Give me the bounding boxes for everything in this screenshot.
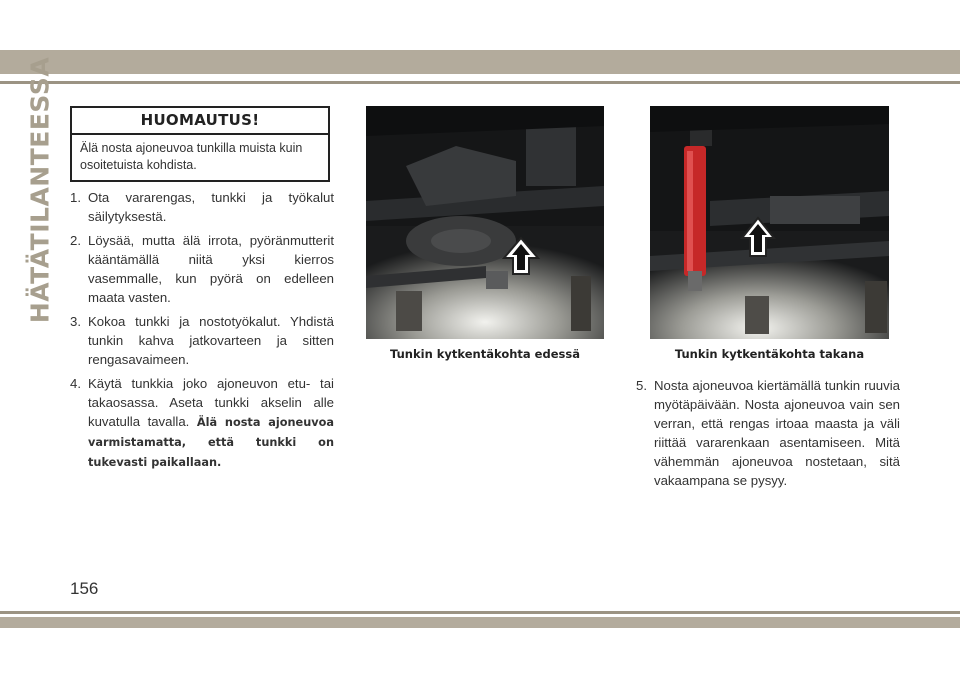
step-number: 5. xyxy=(636,378,647,393)
step-number: 2. xyxy=(70,233,81,248)
step-text: Ota vararengas, tunkki ja työkalut säilytyksestä. xyxy=(88,190,334,224)
step-text: Kokoa tunkki ja nostotyökalut. Yhdistä tunkin kahva jatkovarteen ja sitten rengasavaimeen. xyxy=(88,314,334,367)
step-item xyxy=(70,374,334,472)
section-title: HÄTÄTILANTEESSA xyxy=(25,56,55,324)
front-photo-caption: Tunkin kytkentäkohta edessä xyxy=(390,347,580,361)
step-item xyxy=(70,231,334,307)
note-box xyxy=(70,106,330,182)
front-jack-point-photo xyxy=(366,106,604,339)
page-number: 156 xyxy=(70,579,99,598)
rear-undercarriage-image xyxy=(650,106,889,339)
steps-list xyxy=(70,188,334,477)
step-number: 4. xyxy=(70,376,81,391)
footer-band xyxy=(0,617,960,628)
rear-photo-caption: Tunkin kytkentäkohta takana xyxy=(674,347,865,361)
step-number: 1. xyxy=(70,190,81,205)
step-item xyxy=(70,188,334,226)
front-undercarriage-image xyxy=(366,106,604,339)
note-title: HUOMAUTUS! xyxy=(72,108,328,135)
rear-jack-point-photo xyxy=(650,106,889,339)
header-band xyxy=(0,50,960,74)
footer-rule xyxy=(0,611,960,614)
step-warning-text: Älä nosta ajoneuvoa varmistamatta, että tunkki on tukevasti paikallaan. xyxy=(88,416,334,469)
section-side-tab xyxy=(25,56,55,324)
step-text-block xyxy=(88,374,334,472)
step-text: Löysää, mutta älä irrota, pyöränmutterit kääntämällä niitä yksi kierros vasemmalle, kun pyörä on edelleen maata vasten. xyxy=(88,233,334,305)
step-number: 3. xyxy=(70,314,81,329)
header-rule xyxy=(0,81,960,84)
step-item xyxy=(636,376,900,490)
note-body: Älä nosta ajoneuvoa tunkilla muista kuin osoitetuista kohdista. xyxy=(80,141,303,172)
step-item xyxy=(70,312,334,369)
step-text: Nosta ajoneuvoa kiertämällä tunkin ruuvia myötäpäivään. Nosta ajoneuvoa vain sen verran, että rengas irtoaa maasta ja väli riittää vararenkaan asentamiseen. Mitä vähemmän ajoneuvoa nostetaan, sitä vakaampana se pysyy. xyxy=(654,378,900,488)
step-text: Käytä tunkkia joko ajoneuvon etu- tai takaosassa. Aseta tunkki akselin alle kuvatulla tavalla. xyxy=(88,376,334,429)
